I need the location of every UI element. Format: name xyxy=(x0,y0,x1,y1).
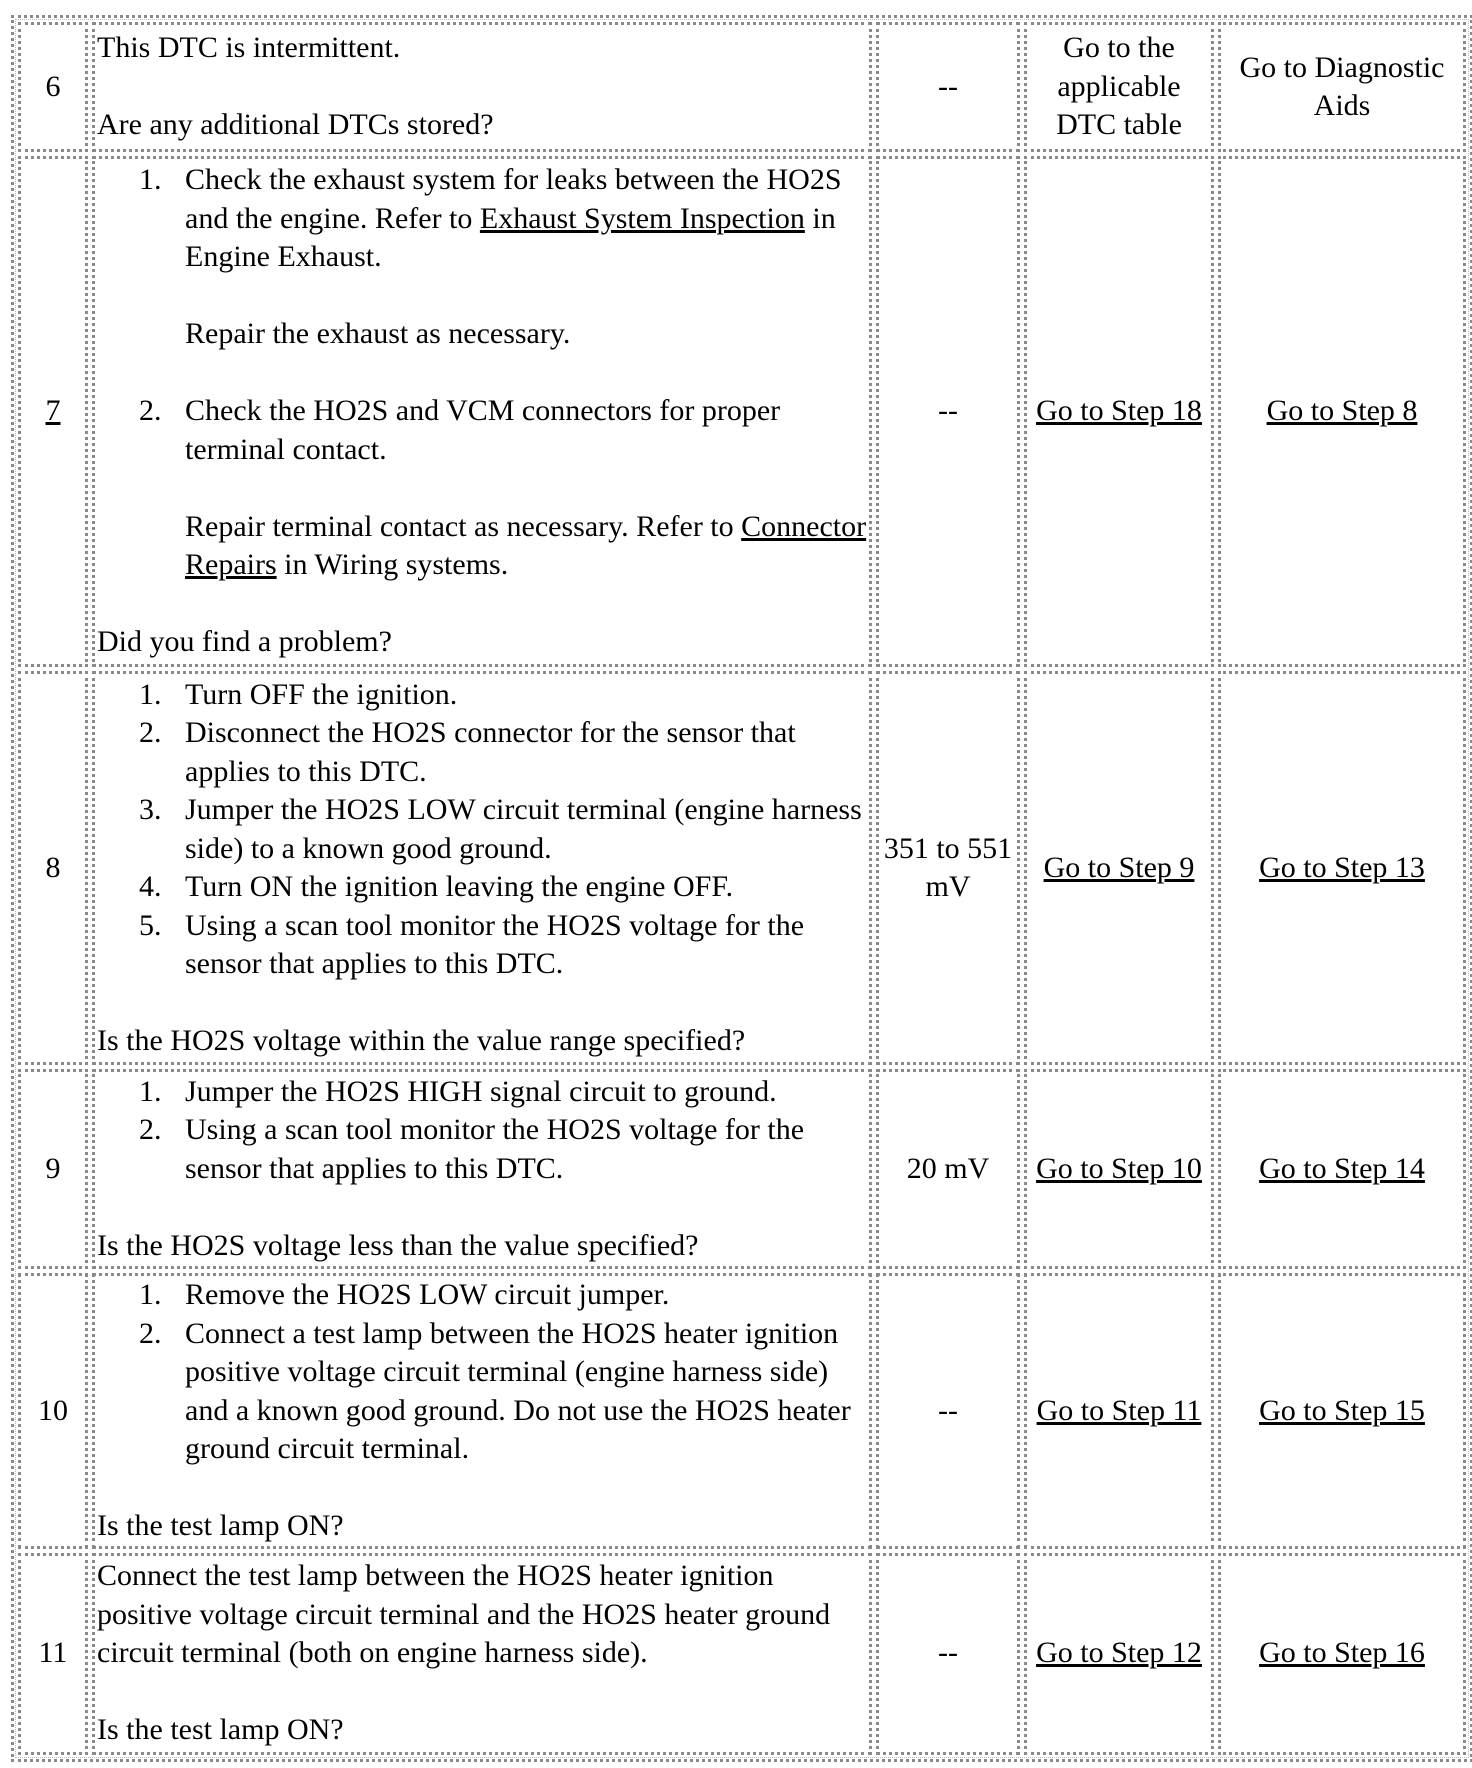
step-num: 1. xyxy=(139,677,162,711)
table-row-step-7 xyxy=(18,156,1466,667)
step-number xyxy=(18,1553,88,1755)
step-num: 2. xyxy=(139,1113,162,1147)
diagnostic-table xyxy=(11,15,1472,1762)
action-question: Is the test lamp ON? xyxy=(97,1509,344,1542)
step-number xyxy=(18,671,88,1065)
exhaust-system-inspection-link[interactable]: Exhaust System Inspection xyxy=(479,201,805,235)
step-text: Turn ON the ignition leaving the engine OFF. xyxy=(185,870,734,903)
go-to-step-9-link[interactable]: Go to Step 9 xyxy=(1043,850,1195,884)
note-text: Repair terminal contact as necessary. Refer to xyxy=(185,509,742,543)
value-cell: -- xyxy=(876,1553,1020,1755)
yes-cell xyxy=(1024,156,1214,667)
table-row-step-10 xyxy=(18,1273,1466,1549)
go-to-step-15-link[interactable]: Go to Step 15 xyxy=(1259,1393,1425,1427)
action-cell xyxy=(92,1553,872,1755)
go-to-step-13-link[interactable]: Go to Step 13 xyxy=(1259,850,1425,884)
action-cell xyxy=(92,156,872,667)
action-step xyxy=(139,714,867,791)
no-cell xyxy=(1218,671,1466,1065)
step-text: Remove the HO2S LOW circuit jumper. xyxy=(185,1278,670,1311)
action-steps xyxy=(97,676,867,984)
action-step xyxy=(139,1276,867,1315)
go-to-step-12-link[interactable]: Go to Step 12 xyxy=(1036,1636,1202,1670)
action-question: Is the test lamp ON? xyxy=(97,1713,344,1747)
action-step xyxy=(139,868,867,907)
step-text: Check the exhaust system for leaks between the HO2S and the engine. Refer to xyxy=(185,163,842,235)
step-text: Using a scan tool monitor the HO2S voltage for the sensor that applies to this DTC. xyxy=(185,1113,805,1185)
step-text: Turn OFF the ignition. xyxy=(185,677,458,711)
go-to-step-16-link[interactable]: Go to Step 16 xyxy=(1259,1636,1425,1670)
step-number-text: 10 xyxy=(38,1393,68,1427)
step-text: Jumper the HO2S LOW circuit terminal (engine harness side) to a known good ground. xyxy=(185,793,862,865)
action-intro: This DTC is intermittent. xyxy=(97,31,401,65)
table-row-step-9 xyxy=(18,1069,1466,1269)
step-number-text: 11 xyxy=(38,1636,68,1670)
action-intro: Connect the test lamp between the HO2S heater ignition positive voltage circuit terminal and the HO2S heater ground circuit terminal (both on engine harness side). xyxy=(97,1559,831,1670)
table-row-step-8 xyxy=(18,671,1466,1065)
yes-cell xyxy=(1024,1069,1214,1269)
step-number-text: 8 xyxy=(45,850,61,884)
value-cell: -- xyxy=(876,1273,1020,1549)
go-to-step-11-link[interactable]: Go to Step 11 xyxy=(1036,1393,1202,1427)
no-cell: Go to Diagnostic Aids xyxy=(1218,22,1466,152)
action-steps xyxy=(97,1276,867,1469)
table-row-step-11 xyxy=(18,1553,1466,1755)
go-to-step-18-link[interactable]: Go to Step 18 xyxy=(1036,394,1202,428)
action-step xyxy=(139,161,867,392)
step-num: 4. xyxy=(139,870,162,903)
no-cell xyxy=(1218,1273,1466,1549)
step-number xyxy=(18,22,88,152)
action-step xyxy=(139,1073,867,1112)
action-question: Is the HO2S voltage within the value range specified? xyxy=(97,1024,746,1057)
step-number-text: 6 xyxy=(45,69,61,103)
go-to-step-10-link[interactable]: Go to Step 10 xyxy=(1036,1151,1202,1185)
yes-cell xyxy=(1024,1273,1214,1549)
step-note: Repair the exhaust as necessary. xyxy=(185,317,571,351)
action-step xyxy=(139,1315,867,1469)
step-7-link[interactable]: 7 xyxy=(45,394,61,428)
step-num: 2. xyxy=(139,1316,162,1350)
yes-cell xyxy=(1024,671,1214,1065)
step-num: 1. xyxy=(139,1074,162,1108)
step-text: Disconnect the HO2S connector for the sensor that applies to this DTC. xyxy=(185,716,796,788)
action-step xyxy=(139,791,867,868)
yes-cell xyxy=(1024,1553,1214,1755)
action-step xyxy=(139,676,867,715)
step-num: 1. xyxy=(139,1278,162,1311)
value-cell: 351 to 551 mV xyxy=(876,671,1020,1065)
table-row-step-6 xyxy=(18,22,1466,152)
step-number-text: 9 xyxy=(45,1151,61,1185)
step-num: 3. xyxy=(139,793,162,826)
action-question: Is the HO2S voltage less than the value specified? xyxy=(97,1228,699,1262)
step-num: 5. xyxy=(139,908,162,942)
action-question: Did you find a problem? xyxy=(97,625,392,659)
connector-repairs-link[interactable]: Connector Repairs xyxy=(185,509,867,582)
no-cell xyxy=(1218,156,1466,667)
step-text: Check the HO2S and VCM connectors for proper terminal contact. xyxy=(185,394,781,466)
step-text: Jumper the HO2S HIGH signal circuit to ground. xyxy=(185,1074,777,1108)
action-cell xyxy=(92,1273,872,1549)
step-num: 1. xyxy=(139,163,162,197)
value-cell: 20 mV xyxy=(876,1069,1020,1269)
action-step xyxy=(139,907,867,984)
go-to-step-14-link[interactable]: Go to Step 14 xyxy=(1259,1151,1425,1185)
action-step xyxy=(139,392,867,585)
value-cell: -- xyxy=(876,156,1020,667)
step-note xyxy=(185,508,867,585)
step-text: Using a scan tool monitor the HO2S voltage for the sensor that applies to this DTC. xyxy=(185,908,805,980)
step-num: 2. xyxy=(139,394,162,428)
value-cell: -- xyxy=(876,22,1020,152)
step-number xyxy=(18,1069,88,1269)
no-cell xyxy=(1218,1553,1466,1755)
step-number xyxy=(18,156,88,667)
note-text: in Wiring systems. xyxy=(276,548,509,582)
action-cell xyxy=(92,671,872,1065)
action-step xyxy=(139,1111,867,1188)
action-cell xyxy=(92,1069,872,1269)
step-text: in Engine Exhaust. xyxy=(185,201,836,274)
step-text: Connect a test lamp between the HO2S heater ignition positive voltage circuit terminal (engine harness side) and a known good ground. Do not use the HO2S heater ground circuit terminal. xyxy=(185,1316,851,1465)
no-cell xyxy=(1218,1069,1466,1269)
action-question: Are any additional DTCs stored? xyxy=(97,108,494,142)
step-num: 2. xyxy=(139,716,162,749)
action-steps xyxy=(97,1073,867,1189)
action-steps xyxy=(97,161,867,585)
action-cell xyxy=(92,22,872,152)
go-to-step-8-link[interactable]: Go to Step 8 xyxy=(1266,394,1418,428)
step-number xyxy=(18,1273,88,1549)
yes-cell: Go to the applicable DTC table xyxy=(1024,22,1214,152)
